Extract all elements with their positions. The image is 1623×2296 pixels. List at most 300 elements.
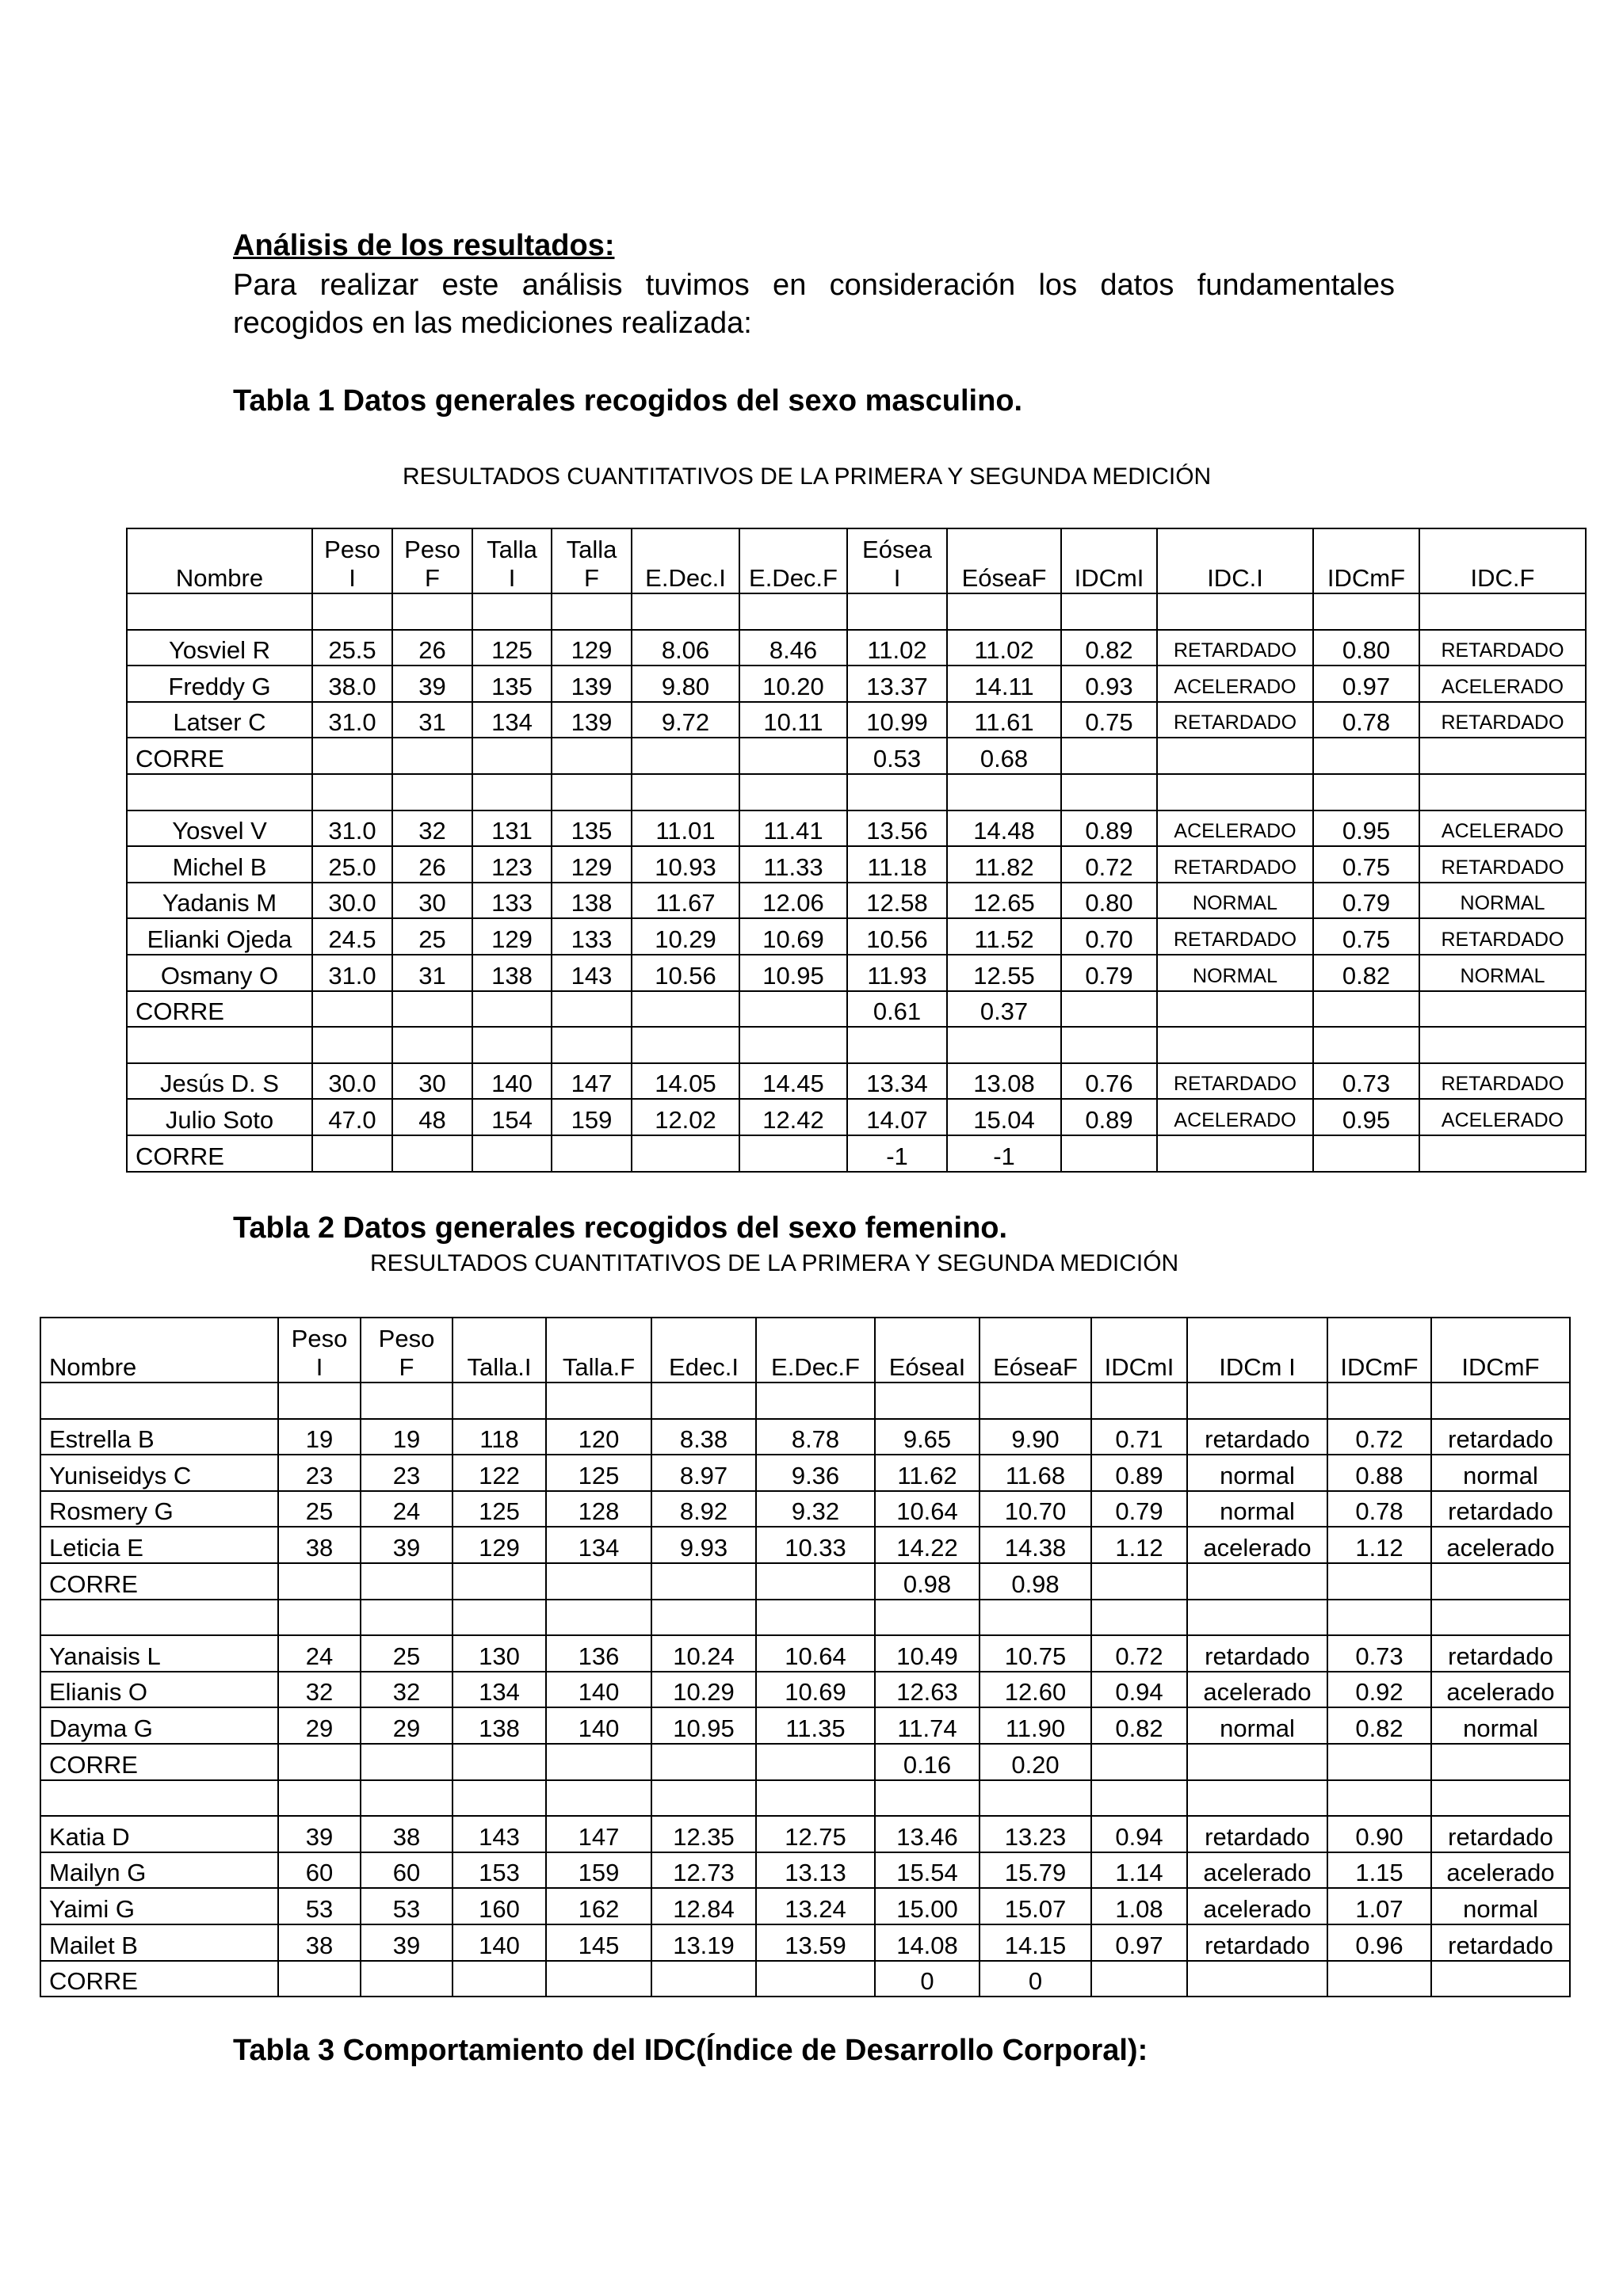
- data-cell: 32: [361, 1672, 453, 1708]
- name-cell: Estrella B: [40, 1419, 278, 1455]
- table-row: [40, 1852, 1570, 1889]
- data-cell: 0.80: [1061, 883, 1157, 919]
- data-cell: 0.94: [1091, 1816, 1187, 1852]
- data-cell: 12.42: [739, 1099, 847, 1135]
- data-cell: 11.90: [980, 1707, 1091, 1744]
- data-cell: 10.29: [632, 918, 739, 955]
- data-cell: 134: [453, 1672, 546, 1708]
- data-cell: RETARDADO: [1419, 1063, 1586, 1100]
- data-cell: retardado: [1431, 1635, 1570, 1672]
- column-header: IDCmI: [1091, 1318, 1187, 1383]
- data-cell: [278, 1744, 361, 1780]
- data-cell: 60: [278, 1852, 361, 1889]
- data-cell: [1061, 593, 1157, 630]
- data-cell: [1313, 1027, 1419, 1063]
- data-cell: 1.12: [1327, 1527, 1431, 1563]
- data-cell: [546, 1744, 651, 1780]
- data-cell: 14.05: [632, 1063, 739, 1100]
- data-cell: ACELERADO: [1157, 1099, 1313, 1135]
- name-cell: Elianki Ojeda: [127, 918, 312, 955]
- data-cell: [980, 1780, 1091, 1817]
- header-row: [127, 528, 1586, 593]
- data-cell: 13.23: [980, 1816, 1091, 1852]
- data-cell: 136: [546, 1635, 651, 1672]
- data-cell: 125: [453, 1491, 546, 1527]
- name-cell: Osmany O: [127, 955, 312, 991]
- data-cell: [1157, 1027, 1313, 1063]
- data-cell: [1313, 1135, 1419, 1172]
- data-cell: [278, 1961, 361, 1997]
- data-cell: 0.88: [1327, 1455, 1431, 1491]
- data-cell: 39: [361, 1924, 453, 1961]
- data-cell: 128: [546, 1491, 651, 1527]
- data-cell: 0.89: [1091, 1455, 1187, 1491]
- data-cell: 11.18: [847, 846, 947, 883]
- data-cell: 0.78: [1327, 1491, 1431, 1527]
- data-cell: 15.07: [980, 1888, 1091, 1924]
- data-cell: 29: [278, 1707, 361, 1744]
- data-cell: [980, 1600, 1091, 1636]
- data-cell: [1187, 1563, 1327, 1600]
- table-row: [127, 630, 1586, 666]
- data-cell: 25: [361, 1635, 453, 1672]
- data-cell: RETARDADO: [1157, 918, 1313, 955]
- name-cell: Leticia E: [40, 1527, 278, 1563]
- data-cell: [632, 991, 739, 1028]
- name-cell: Michel B: [127, 846, 312, 883]
- name-cell: Julio Soto: [127, 1099, 312, 1135]
- data-cell: ACELERADO: [1157, 666, 1313, 702]
- data-cell: [1157, 991, 1313, 1028]
- data-cell: 162: [546, 1888, 651, 1924]
- data-cell: [739, 593, 847, 630]
- data-cell: 14.07: [847, 1099, 947, 1135]
- data-cell: [947, 593, 1061, 630]
- data-cell: 0.79: [1061, 955, 1157, 991]
- data-cell: [847, 1027, 947, 1063]
- data-cell: [1187, 1780, 1327, 1817]
- column-header: IDCmF: [1431, 1318, 1570, 1383]
- table-row: [40, 1888, 1570, 1924]
- data-cell: [1157, 1135, 1313, 1172]
- data-cell: 13.34: [847, 1063, 947, 1100]
- data-cell: 130: [453, 1635, 546, 1672]
- data-cell: acelerado: [1187, 1852, 1327, 1889]
- data-cell: 31.0: [312, 955, 392, 991]
- name-cell: Yadanis M: [127, 883, 312, 919]
- data-cell: 0.95: [1313, 810, 1419, 847]
- name-cell: Mailet B: [40, 1924, 278, 1961]
- data-cell: [312, 1027, 392, 1063]
- data-cell: 38.0: [312, 666, 392, 702]
- data-cell: 8.78: [756, 1419, 875, 1455]
- data-cell: 31.0: [312, 810, 392, 847]
- data-cell: [392, 1135, 472, 1172]
- data-cell: RETARDADO: [1419, 702, 1586, 738]
- data-cell: RETARDADO: [1419, 630, 1586, 666]
- data-cell: [1187, 1600, 1327, 1636]
- name-cell: Yosvel V: [127, 810, 312, 847]
- spacer-row: [40, 1383, 1570, 1419]
- data-cell: 26: [392, 846, 472, 883]
- data-cell: 29: [361, 1707, 453, 1744]
- data-cell: 120: [546, 1419, 651, 1455]
- data-cell: [1327, 1600, 1431, 1636]
- data-cell: 11.67: [632, 883, 739, 919]
- data-cell: [1187, 1383, 1327, 1419]
- data-cell: 12.75: [756, 1816, 875, 1852]
- data-cell: retardado: [1187, 1816, 1327, 1852]
- data-cell: 12.58: [847, 883, 947, 919]
- data-cell: [1327, 1961, 1431, 1997]
- data-cell: [361, 1744, 453, 1780]
- data-cell: NORMAL: [1157, 883, 1313, 919]
- data-cell: [1313, 738, 1419, 774]
- column-header: E.Dec.F: [756, 1318, 875, 1383]
- data-cell: 143: [552, 955, 632, 991]
- data-cell: [1157, 593, 1313, 630]
- data-cell: -1: [847, 1135, 947, 1172]
- data-cell: ACELERADO: [1157, 810, 1313, 847]
- data-cell: [1061, 738, 1157, 774]
- column-header: Edec.I: [651, 1318, 756, 1383]
- data-cell: 0.89: [1061, 810, 1157, 847]
- table3-caption: Tabla 3 Comportamiento del IDC(Índice de Desarrollo Corporal):: [233, 2034, 1148, 2067]
- data-cell: [472, 774, 552, 810]
- data-cell: RETARDADO: [1157, 630, 1313, 666]
- data-cell: [1419, 991, 1586, 1028]
- data-cell: 143: [453, 1816, 546, 1852]
- data-cell: 30: [392, 1063, 472, 1100]
- data-cell: 12.35: [651, 1816, 756, 1852]
- data-cell: 13.56: [847, 810, 947, 847]
- column-header: Peso I: [278, 1318, 361, 1383]
- data-cell: 11.74: [875, 1707, 980, 1744]
- data-cell: 10.56: [847, 918, 947, 955]
- data-cell: 13.59: [756, 1924, 875, 1961]
- data-cell: 11.62: [875, 1455, 980, 1491]
- data-cell: [361, 1961, 453, 1997]
- spacer-row: [127, 1027, 1586, 1063]
- data-cell: 14.38: [980, 1527, 1091, 1563]
- data-cell: 0.82: [1061, 630, 1157, 666]
- data-cell: 47.0: [312, 1099, 392, 1135]
- data-cell: 10.93: [632, 846, 739, 883]
- data-cell: -1: [947, 1135, 1061, 1172]
- data-cell: [392, 991, 472, 1028]
- data-cell: [739, 1135, 847, 1172]
- data-cell: [756, 1383, 875, 1419]
- name-cell: CORRE: [40, 1961, 278, 1997]
- data-cell: [1327, 1744, 1431, 1780]
- data-cell: [980, 1383, 1091, 1419]
- name-cell: CORRE: [127, 738, 312, 774]
- data-cell: 11.61: [947, 702, 1061, 738]
- data-cell: [739, 991, 847, 1028]
- data-cell: 1.15: [1327, 1852, 1431, 1889]
- data-cell: normal: [1431, 1455, 1570, 1491]
- data-cell: [453, 1563, 546, 1600]
- data-cell: 10.75: [980, 1635, 1091, 1672]
- data-cell: 53: [361, 1888, 453, 1924]
- data-cell: [632, 774, 739, 810]
- data-cell: [632, 1135, 739, 1172]
- data-cell: 0.98: [875, 1563, 980, 1600]
- column-header: Peso F: [392, 528, 472, 593]
- data-cell: 0.92: [1327, 1672, 1431, 1708]
- data-cell: [739, 774, 847, 810]
- data-cell: 30: [392, 883, 472, 919]
- data-cell: [453, 1744, 546, 1780]
- data-cell: 0.20: [980, 1744, 1091, 1780]
- data-cell: [312, 593, 392, 630]
- data-cell: 24.5: [312, 918, 392, 955]
- name-cell: [40, 1780, 278, 1817]
- data-cell: retardado: [1187, 1635, 1327, 1672]
- table-row: [40, 1635, 1570, 1672]
- data-cell: [1091, 1961, 1187, 1997]
- data-cell: retardado: [1431, 1816, 1570, 1852]
- data-cell: 0: [875, 1961, 980, 1997]
- data-cell: 129: [552, 630, 632, 666]
- data-cell: 53: [278, 1888, 361, 1924]
- data-cell: [1091, 1383, 1187, 1419]
- data-cell: [1313, 991, 1419, 1028]
- data-cell: [1061, 774, 1157, 810]
- data-cell: 13.46: [875, 1816, 980, 1852]
- data-cell: [1431, 1600, 1570, 1636]
- data-cell: 0.61: [847, 991, 947, 1028]
- data-cell: ACELERADO: [1419, 1099, 1586, 1135]
- data-cell: [1091, 1600, 1187, 1636]
- table-row: [127, 810, 1586, 847]
- column-header: IDCmF: [1313, 528, 1419, 593]
- data-cell: [361, 1563, 453, 1600]
- data-cell: 31.0: [312, 702, 392, 738]
- data-cell: [875, 1600, 980, 1636]
- data-cell: [1157, 738, 1313, 774]
- name-cell: Yosviel R: [127, 630, 312, 666]
- data-cell: 139: [552, 702, 632, 738]
- data-cell: 12.06: [739, 883, 847, 919]
- data-cell: [739, 1027, 847, 1063]
- data-cell: 13.24: [756, 1888, 875, 1924]
- data-cell: [632, 738, 739, 774]
- data-cell: 13.08: [947, 1063, 1061, 1100]
- data-cell: 1.14: [1091, 1852, 1187, 1889]
- data-cell: [1091, 1780, 1187, 1817]
- data-cell: 8.46: [739, 630, 847, 666]
- name-cell: [40, 1600, 278, 1636]
- data-cell: [392, 774, 472, 810]
- data-cell: 23: [361, 1455, 453, 1491]
- data-cell: [453, 1961, 546, 1997]
- data-cell: [552, 1027, 632, 1063]
- data-cell: acelerado: [1187, 1888, 1327, 1924]
- name-cell: Katia D: [40, 1816, 278, 1852]
- data-cell: 138: [472, 955, 552, 991]
- data-cell: 15.54: [875, 1852, 980, 1889]
- spacer-row: [127, 593, 1586, 630]
- name-cell: Mailyn G: [40, 1852, 278, 1889]
- data-cell: 138: [453, 1707, 546, 1744]
- name-cell: CORRE: [40, 1744, 278, 1780]
- data-cell: [1061, 1135, 1157, 1172]
- data-cell: 129: [552, 846, 632, 883]
- data-cell: 0.98: [980, 1563, 1091, 1600]
- data-cell: 0.90: [1327, 1816, 1431, 1852]
- name-cell: [127, 1027, 312, 1063]
- data-cell: 122: [453, 1455, 546, 1491]
- column-header: IDCmI: [1061, 528, 1157, 593]
- data-cell: [651, 1780, 756, 1817]
- data-cell: 32: [278, 1672, 361, 1708]
- data-cell: 0.97: [1091, 1924, 1187, 1961]
- data-cell: [1061, 991, 1157, 1028]
- data-cell: [1419, 738, 1586, 774]
- data-cell: [651, 1600, 756, 1636]
- data-cell: normal: [1187, 1491, 1327, 1527]
- data-cell: 12.84: [651, 1888, 756, 1924]
- data-cell: 14.08: [875, 1924, 980, 1961]
- data-cell: 9.80: [632, 666, 739, 702]
- data-cell: [546, 1780, 651, 1817]
- data-cell: [361, 1383, 453, 1419]
- data-cell: 159: [552, 1099, 632, 1135]
- table1-subtitle: RESULTADOS CUANTITATIVOS DE LA PRIMERA Y SEGUNDA MEDICIÓN: [403, 463, 1212, 490]
- data-cell: 38: [278, 1527, 361, 1563]
- data-cell: [756, 1780, 875, 1817]
- data-cell: acelerado: [1431, 1527, 1570, 1563]
- data-cell: 38: [361, 1816, 453, 1852]
- data-cell: 12.60: [980, 1672, 1091, 1708]
- data-cell: 13.19: [651, 1924, 756, 1961]
- data-cell: [1061, 1027, 1157, 1063]
- data-cell: 19: [278, 1419, 361, 1455]
- table-row: [40, 1491, 1570, 1527]
- data-cell: 154: [472, 1099, 552, 1135]
- data-cell: [472, 738, 552, 774]
- data-cell: [472, 1027, 552, 1063]
- data-cell: 125: [472, 630, 552, 666]
- data-cell: 31: [392, 702, 472, 738]
- table-row: [127, 918, 1586, 955]
- data-cell: acelerado: [1431, 1852, 1570, 1889]
- data-cell: 25: [278, 1491, 361, 1527]
- data-cell: 131: [472, 810, 552, 847]
- data-cell: 145: [546, 1924, 651, 1961]
- column-header: IDCm I: [1187, 1318, 1327, 1383]
- data-cell: [651, 1563, 756, 1600]
- table-row: [40, 1419, 1570, 1455]
- data-cell: 140: [472, 1063, 552, 1100]
- data-cell: [278, 1383, 361, 1419]
- data-cell: 139: [552, 666, 632, 702]
- column-header: EóseaF: [980, 1318, 1091, 1383]
- data-cell: [453, 1383, 546, 1419]
- data-cell: [875, 1780, 980, 1817]
- data-cell: 140: [453, 1924, 546, 1961]
- data-cell: 0.76: [1061, 1063, 1157, 1100]
- data-cell: 26: [392, 630, 472, 666]
- data-cell: 1.07: [1327, 1888, 1431, 1924]
- data-cell: 10.24: [651, 1635, 756, 1672]
- table-row: [127, 666, 1586, 702]
- data-cell: retardado: [1187, 1924, 1327, 1961]
- data-cell: 0.82: [1327, 1707, 1431, 1744]
- data-cell: 129: [453, 1527, 546, 1563]
- data-cell: [739, 738, 847, 774]
- table-row: [127, 1063, 1586, 1100]
- data-cell: [756, 1744, 875, 1780]
- data-cell: 14.22: [875, 1527, 980, 1563]
- data-cell: retardado: [1431, 1924, 1570, 1961]
- data-cell: 0.79: [1313, 883, 1419, 919]
- data-cell: 19: [361, 1419, 453, 1455]
- data-cell: [472, 593, 552, 630]
- name-cell: Yaimi G: [40, 1888, 278, 1924]
- data-cell: 134: [546, 1527, 651, 1563]
- data-cell: 10.95: [739, 955, 847, 991]
- data-cell: 15.79: [980, 1852, 1091, 1889]
- data-cell: 25.0: [312, 846, 392, 883]
- name-cell: Yanaisis L: [40, 1635, 278, 1672]
- data-cell: 0.37: [947, 991, 1061, 1028]
- data-cell: [1091, 1744, 1187, 1780]
- data-cell: 0.80: [1313, 630, 1419, 666]
- table-row: [127, 702, 1586, 738]
- data-cell: 11.93: [847, 955, 947, 991]
- data-cell: normal: [1187, 1707, 1327, 1744]
- data-cell: 135: [552, 810, 632, 847]
- data-cell: 0.78: [1313, 702, 1419, 738]
- column-header: E.Dec.F: [739, 528, 847, 593]
- data-cell: 31: [392, 955, 472, 991]
- column-header: Talla F: [552, 528, 632, 593]
- section-heading: Análisis de los resultados:: [233, 229, 615, 262]
- data-cell: [947, 774, 1061, 810]
- data-cell: 15.00: [875, 1888, 980, 1924]
- data-cell: 25.5: [312, 630, 392, 666]
- data-cell: RETARDADO: [1157, 702, 1313, 738]
- data-cell: [546, 1383, 651, 1419]
- column-header: Talla.I: [453, 1318, 546, 1383]
- data-cell: 133: [472, 883, 552, 919]
- data-cell: [875, 1383, 980, 1419]
- data-cell: 12.73: [651, 1852, 756, 1889]
- data-cell: 140: [546, 1672, 651, 1708]
- data-cell: 0.70: [1061, 918, 1157, 955]
- data-cell: [632, 593, 739, 630]
- table2-subtitle: RESULTADOS CUANTITATIVOS DE LA PRIMERA Y SEGUNDA MEDICIÓN: [370, 1250, 1179, 1276]
- data-cell: 0.96: [1327, 1924, 1431, 1961]
- data-cell: 147: [546, 1816, 651, 1852]
- data-cell: [1091, 1563, 1187, 1600]
- data-cell: 10.64: [875, 1491, 980, 1527]
- data-cell: 10.69: [756, 1672, 875, 1708]
- data-cell: [1419, 1135, 1586, 1172]
- data-cell: 25: [392, 918, 472, 955]
- name-cell: Yuniseidys C: [40, 1455, 278, 1491]
- data-cell: 159: [546, 1852, 651, 1889]
- data-cell: 11.35: [756, 1707, 875, 1744]
- data-cell: 32: [392, 810, 472, 847]
- table-row: [40, 1816, 1570, 1852]
- data-cell: normal: [1431, 1888, 1570, 1924]
- data-cell: [278, 1600, 361, 1636]
- column-header: IDCmF: [1327, 1318, 1431, 1383]
- data-cell: 11.02: [947, 630, 1061, 666]
